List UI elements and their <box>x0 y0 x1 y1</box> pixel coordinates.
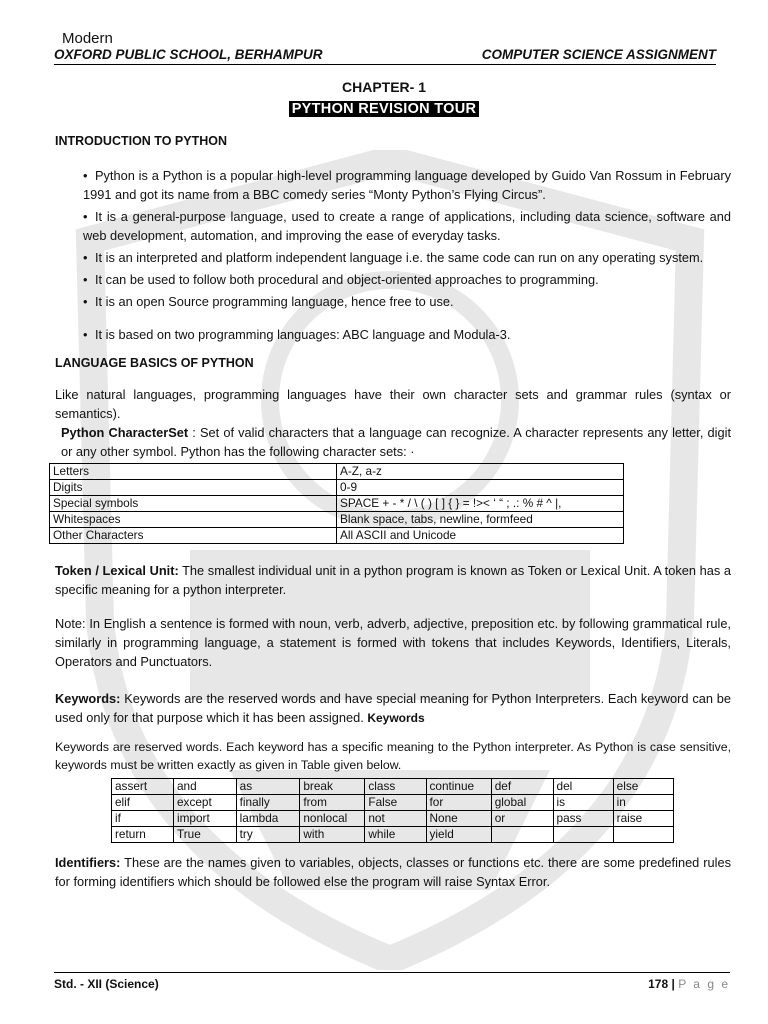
table-row <box>50 464 624 480</box>
table-cell: global <box>491 795 553 811</box>
intro-bullet-list <box>83 166 731 344</box>
table-cell: or <box>491 811 553 827</box>
table-cell: return <box>112 827 174 843</box>
table-row <box>112 795 674 811</box>
table-cell: 0-9 <box>337 480 624 496</box>
chapter-title-wrap <box>0 100 768 118</box>
table-cell: True <box>173 827 236 843</box>
table-cell: A-Z, a-z <box>337 464 624 480</box>
table-cell: finally <box>236 795 300 811</box>
page-number: 178 <box>648 977 669 991</box>
table-cell: Whitespaces <box>50 512 337 528</box>
page-separator: | <box>668 977 679 991</box>
table-row <box>50 512 624 528</box>
table-cell: lambda <box>236 811 300 827</box>
table-cell: def <box>491 779 553 795</box>
intro-bullet: • It is an open Source programming language, hence free to use. <box>83 292 731 311</box>
header-modern: Modern <box>62 30 113 47</box>
table-cell: with <box>300 827 365 843</box>
table-cell: import <box>173 811 236 827</box>
table-cell: False <box>365 795 426 811</box>
header-row <box>54 47 716 65</box>
table-cell: Digits <box>50 480 337 496</box>
table-cell: while <box>365 827 426 843</box>
table-row <box>50 496 624 512</box>
intro-heading: INTRODUCTION TO PYTHON <box>55 134 227 148</box>
chapter-number: CHAPTER- 1 <box>341 79 426 95</box>
table-cell: else <box>613 779 673 795</box>
table-cell: Other Characters <box>50 528 337 544</box>
page-footer <box>54 972 730 991</box>
charset-label: Python CharacterSet <box>61 425 189 440</box>
table-cell: None <box>426 811 491 827</box>
basics-paragraph: Like natural languages, programming languages have their own character sets and grammar rules (syntax or semantics). <box>55 387 731 421</box>
intro-bullet: • It can be used to follow both procedural and object-oriented approaches to programming. <box>83 270 731 289</box>
intro-bullet: • Python is a Python is a popular high-level programming language developed by Guido Van Rossum in February 1991 and got its name from a BBC comedy series “Monty Python’s Flying Circus”. <box>83 166 731 204</box>
intro-bullet: • It is an interpreted and platform independent language i.e. the same code can run on any operating system. <box>83 248 731 267</box>
table-cell: class <box>365 779 426 795</box>
page-header <box>54 30 716 65</box>
table-cell: Blank space, tabs, newline, formfeed <box>337 512 624 528</box>
keywords-reserved-paragraph: Keywords are reserved words. Each keyword has a specific meaning to the Python interpreter. As Python is case sensitive, keywords must be written exactly as given in Table given below. <box>55 740 731 772</box>
school-name: OXFORD PUBLIC SCHOOL, BERHAMPUR <box>54 47 323 62</box>
page-label: P a g e <box>678 977 730 991</box>
table-row <box>112 779 674 795</box>
keywords-label: Keywords: <box>55 691 121 706</box>
table-cell: for <box>426 795 491 811</box>
token-paragraph <box>55 561 731 599</box>
keywords-trailing: Keywords <box>367 711 425 725</box>
intro-bullet: • It is a general-purpose language, used to create a range of applications, including data science, software and web development, automation, and improving the ease of everyday tasks. <box>83 207 731 245</box>
table-row <box>50 528 624 544</box>
table-cell: Special symbols <box>50 496 337 512</box>
page-content <box>55 132 731 891</box>
identifiers-label: Identifiers: <box>55 855 121 870</box>
keywords-text: Keywords are the reserved words and have special meaning for Python Interpreters. Each keyword can be used only for that purpose which it has been assigned. <box>55 691 731 725</box>
table-cell: and <box>173 779 236 795</box>
table-cell <box>553 827 613 843</box>
table-cell: if <box>112 811 174 827</box>
table-cell: yield <box>426 827 491 843</box>
table-cell: del <box>553 779 613 795</box>
table-cell: assert <box>112 779 174 795</box>
table-cell: Letters <box>50 464 337 480</box>
intro-bullet: • It is based on two programming languages: ABC language and Modula-3. <box>83 325 731 344</box>
identifiers-paragraph <box>55 853 731 891</box>
note-paragraph: Note: In English a sentence is formed with noun, verb, adverb, adjective, preposition etc. by following grammatical rule, similarly in programming language, a statement is formed with tokens that includes Keywords, Identifiers, Literals, Operators and Punctuators. <box>55 616 731 669</box>
table-row <box>112 827 674 843</box>
keywords-paragraph <box>55 689 731 728</box>
table-cell: from <box>300 795 365 811</box>
table-cell: elif <box>112 795 174 811</box>
identifiers-text: These are the names given to variables, objects, classes or functions etc. there are some predefined rules for forming identifiers which should be followed else the program will raise Syntax Error. <box>55 855 731 889</box>
table-cell: nonlocal <box>300 811 365 827</box>
chapter-title: PYTHON REVISION TOUR <box>289 101 480 117</box>
table-cell: is <box>553 795 613 811</box>
table-cell: All ASCII and Unicode <box>337 528 624 544</box>
token-label: Token / Lexical Unit: <box>55 563 179 578</box>
table-cell: as <box>236 779 300 795</box>
table-row <box>50 480 624 496</box>
charset-text: : Set of valid characters that a language can recognize. A character represents any letter, digit or any other symbol. Python has the following character sets: · <box>61 425 731 459</box>
page-number-block <box>648 977 730 991</box>
token-text: The smallest individual unit in a python program is known as Token or Lexical Unit. A token has a specific meaning for a python interpreter. <box>55 563 731 597</box>
table-cell: continue <box>426 779 491 795</box>
table-cell: SPACE + - * / \ ( ) [ ] { } = !>< ‘ “ ; .: % # ^ |, <box>337 496 624 512</box>
table-cell: raise <box>613 811 673 827</box>
table-cell: not <box>365 811 426 827</box>
table-cell: in <box>613 795 673 811</box>
charset-table <box>49 463 624 544</box>
standard-label: Std. - XII (Science) <box>54 977 159 991</box>
table-cell <box>491 827 553 843</box>
table-cell: pass <box>553 811 613 827</box>
table-cell <box>613 827 673 843</box>
table-cell: try <box>236 827 300 843</box>
keywords-table <box>111 778 674 843</box>
charset-paragraph <box>61 423 731 461</box>
basics-heading: LANGUAGE BASICS OF PYTHON <box>55 356 254 370</box>
table-cell: except <box>173 795 236 811</box>
table-cell: break <box>300 779 365 795</box>
assignment-title: COMPUTER SCIENCE ASSIGNMENT <box>481 47 716 62</box>
table-row <box>112 811 674 827</box>
